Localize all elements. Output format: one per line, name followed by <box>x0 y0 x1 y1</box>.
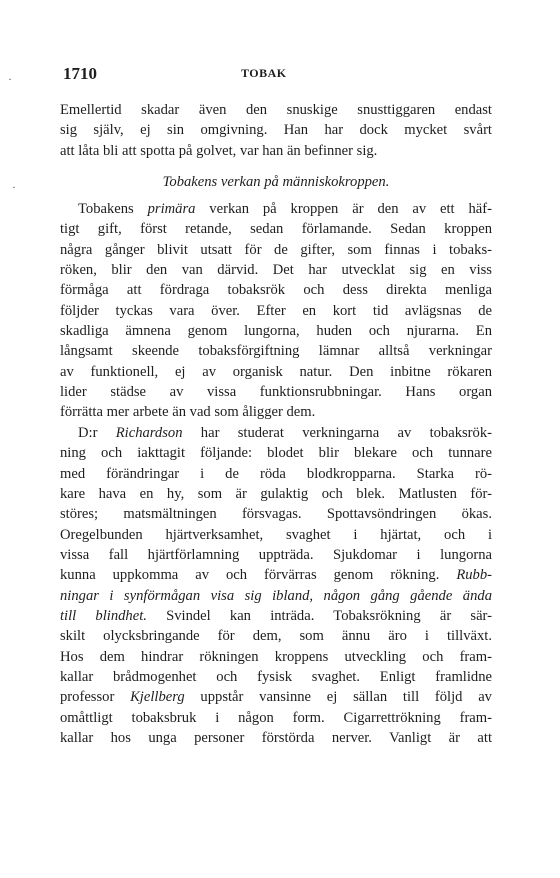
text-line: tigt gift, först retande, sedan förlamande. Sedan kroppen <box>60 221 492 238</box>
text-line: ning och iakttagit följande: blodet blir blekare och tunnare <box>60 445 492 462</box>
text-line: förmåga att fördraga tobaksrök och dess direkta menliga <box>60 282 492 299</box>
text-line: kunna uppkomma av och förvärras genom rökning. Rubb- <box>60 567 492 584</box>
text-line: förrätta mer arbete än vad som åligger dem. <box>60 404 316 421</box>
text-line: kallar hos unga personer förstörda nerver. Vanligt är att <box>60 729 492 746</box>
text-line: följder tyckas vara över. Efter en kort tid avlägsnas de <box>60 302 492 319</box>
text-line: professor Kjellberg uppstår vansinne ej sällan till följd av <box>60 689 492 706</box>
margin-mark: · <box>8 72 12 86</box>
emphasis: ningar i synförmågan visa sig ibland, någon gång gående ända <box>60 587 492 604</box>
emphasis: primära <box>147 201 196 218</box>
emphasis: till blindhet. <box>60 607 147 624</box>
body-text <box>60 100 492 748</box>
section-heading: Tobakens verkan på människokroppen. <box>162 174 390 191</box>
text-line: lider städse av vissa funktionsrubbningar. Hans organ <box>60 384 492 401</box>
text-line: av funktionell, ej av organisk natur. Den inbitne rökaren <box>60 363 492 380</box>
text-line: omåttligt tobaksbruk i någon form. Cigarrettrökning fram- <box>60 709 492 726</box>
text-line: Emellertid skadar även den snuskige snusttiggaren endast <box>60 102 492 118</box>
paragraph-2 <box>60 199 492 423</box>
text-line <box>60 586 492 606</box>
page-header <box>63 64 488 86</box>
text-line: skadliga ämnena genom lungorna, huden och njurarna. En <box>60 323 492 340</box>
page-number: 1710 <box>63 64 97 83</box>
text-line: att låta bli att spotta på golvet, var han än befinner sig. <box>60 142 378 159</box>
text-line: Tobakens primära verkan på kroppen är den av ett häf- <box>78 201 492 218</box>
text-line: störes; matsmältningen försvagas. Spottavsöndringen ökas. <box>60 506 492 523</box>
text-line: några gånger blivit utsatt för de gifter, som finnas i tobaks- <box>60 241 492 258</box>
text-line: Hos dem hindrar rökningen kroppens utveckling och fram- <box>60 648 492 665</box>
margin-mark: · <box>12 180 16 194</box>
text-line: sig själv, ej sin omgivning. Han har dock mycket svårt <box>60 122 492 139</box>
running-title: TOBAK <box>241 66 287 80</box>
text-line: skilt olycksbringande för dem, som ännu äro i tillväxt. <box>60 628 492 645</box>
text-line: vissa fall hjärtförlamning uppträda. Sjukdomar i lungorna <box>60 546 492 563</box>
paragraph-1 <box>60 100 492 161</box>
text-line: kare hava en hy, som är gulaktig och blek. Matlusten för- <box>60 485 492 502</box>
emphasis: Kjellberg <box>130 689 185 706</box>
emphasis: Rubb- <box>456 567 492 584</box>
text-line: Oregelbunden hjärtverksamhet, svaghet i hjärtat, och i <box>60 526 492 543</box>
text-line: D:r Richardson har studerat verkningarna av tobaksrök- <box>78 424 492 441</box>
text-line: med förändringar i de röda blodkropparna. Starka rö- <box>60 465 492 482</box>
emphasis: Richardson <box>115 424 183 441</box>
text-line: till blindhet. Svindel kan inträda. Tobaksrökning är sär- <box>60 607 492 624</box>
paragraph-3 <box>60 423 492 749</box>
text-line: kallar brådmogenhet och fysisk svaghet. Enligt framlidne <box>60 668 492 685</box>
text-line: långsamt skeende tobaksförgiftning lämnar alltså verkningar <box>60 343 492 360</box>
text-line: röken, blir den van därvid. Det har utvecklat sig en viss <box>60 262 492 279</box>
